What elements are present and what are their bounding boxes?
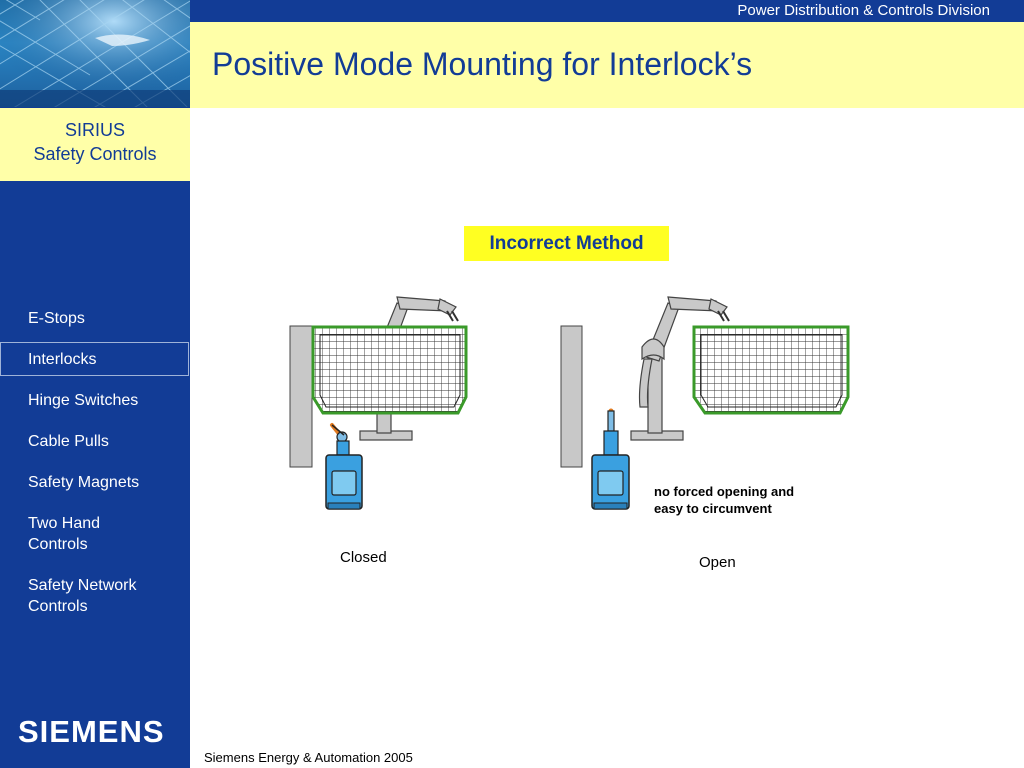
sidebar-item-interlocks[interactable]: Interlocks [28,351,97,368]
page-title: Positive Mode Mounting for Interlock’s [212,46,753,82]
interlock-switch-open [592,411,629,509]
sidebar [0,0,190,768]
sidebar-item-two-hand-controls[interactable]: Two Hand Controls [28,515,101,553]
safety-guard-open [694,327,848,413]
product-line-box [0,108,190,181]
sidebar-item-safety-network-controls[interactable]: Safety Network Controls [28,577,137,615]
header-photo [0,0,190,107]
division-name: Power Distribution & Controls Division [737,2,990,19]
wall-post-closed [290,326,312,467]
sidebar-item-safety-magnets[interactable]: Safety Magnets [28,474,140,491]
open-scene [561,297,848,509]
top-bar [190,0,1024,22]
product-line-2: Safety Controls [33,144,157,164]
safety-guard-closed [313,327,466,413]
caption-open: Open [699,554,736,571]
siemens-logo: SIEMENS [18,714,165,749]
sidebar-item-cable-pulls[interactable]: Cable Pulls [28,433,109,450]
circumvent-note: no forced opening and easy to circumvent [654,484,795,516]
interlock-switch-closed [326,425,362,509]
caption-closed: Closed [340,549,387,566]
wall-post-open [561,326,582,467]
sidebar-item-hinge-switches[interactable]: Hinge Switches [28,392,139,409]
method-label: Incorrect Method [464,226,669,261]
title-bar [190,22,1024,108]
product-line-1: SIRIUS [64,120,125,140]
net-pattern [0,0,190,107]
sidebar-item-estops[interactable]: E-Stops [28,310,85,327]
closed-scene [290,297,466,509]
footer-text: Siemens Energy & Automation 2005 [204,750,413,765]
